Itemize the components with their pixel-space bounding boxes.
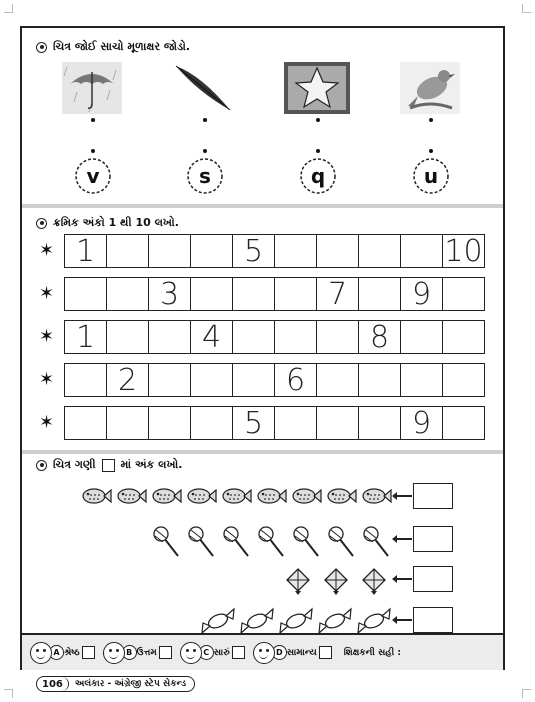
number-cell[interactable] bbox=[317, 407, 359, 440]
number-cell[interactable] bbox=[233, 364, 275, 397]
grading-footer bbox=[22, 633, 503, 670]
kite-count-box[interactable] bbox=[413, 566, 453, 592]
grade-b: B ઉત્તમ bbox=[103, 642, 172, 664]
number-cell[interactable] bbox=[443, 278, 485, 311]
section3-title: ચિત્ર ગણી માં અંક લખો. bbox=[36, 458, 182, 472]
lollipop-icon bbox=[259, 527, 283, 556]
fish-icon bbox=[328, 489, 356, 503]
number-cell[interactable]: 7 bbox=[317, 278, 359, 311]
number-row bbox=[64, 406, 485, 440]
number-row bbox=[64, 234, 485, 268]
number-cell[interactable] bbox=[401, 235, 443, 268]
kite-icon bbox=[325, 569, 347, 595]
smiley-face-icon bbox=[103, 642, 125, 664]
section2-title: ક્રમિક અંકો 1 થી 10 લખો. bbox=[36, 216, 179, 230]
star-picture bbox=[284, 62, 344, 114]
lollipop-icon bbox=[294, 527, 318, 556]
number-cell[interactable] bbox=[275, 235, 317, 268]
number-cell[interactable] bbox=[149, 364, 191, 397]
number-cell[interactable] bbox=[443, 364, 485, 397]
grade-checkbox[interactable] bbox=[232, 646, 245, 659]
number-row bbox=[64, 277, 485, 311]
number-cell[interactable] bbox=[401, 321, 443, 354]
fish-icon bbox=[188, 489, 216, 503]
smiley-face-icon bbox=[253, 642, 275, 664]
candy-icon bbox=[241, 609, 273, 633]
match-dot[interactable] bbox=[429, 118, 433, 122]
book-title: અલંકાર - અંગ્રેજી સ્ટેપ સેકન્ડ bbox=[74, 679, 187, 689]
fish-count-box[interactable] bbox=[413, 483, 453, 509]
grade-checkbox[interactable] bbox=[319, 646, 332, 659]
arrow-icon bbox=[396, 538, 412, 540]
smiley-face-icon bbox=[30, 642, 52, 664]
page-number-bar bbox=[36, 676, 195, 692]
number-cell[interactable] bbox=[359, 364, 401, 397]
match-dot[interactable] bbox=[203, 118, 207, 122]
number-cell[interactable] bbox=[149, 235, 191, 268]
number-cell[interactable]: 10 bbox=[443, 235, 485, 268]
crop-mark bbox=[4, 689, 13, 698]
number-cell[interactable] bbox=[149, 321, 191, 354]
number-cell[interactable] bbox=[359, 235, 401, 268]
number-row bbox=[64, 320, 485, 354]
match-dot[interactable] bbox=[429, 149, 433, 153]
candy-icon bbox=[358, 609, 390, 633]
star-bullet-icon: ✶ bbox=[39, 369, 55, 390]
grade-c: C સારું bbox=[180, 642, 245, 664]
number-cell[interactable] bbox=[443, 407, 485, 440]
fish-icon bbox=[118, 489, 146, 503]
star-bullet-icon: ✶ bbox=[39, 412, 55, 433]
arrow-icon bbox=[396, 619, 412, 621]
number-cell[interactable] bbox=[359, 407, 401, 440]
number-cell[interactable]: 3 bbox=[149, 278, 191, 311]
lollipop-icon bbox=[189, 527, 213, 556]
number-cell[interactable] bbox=[65, 278, 107, 311]
number-cell[interactable]: 9 bbox=[401, 278, 443, 311]
number-cell[interactable]: 8 bbox=[359, 321, 401, 354]
number-cell[interactable]: 1 bbox=[65, 235, 107, 268]
number-row bbox=[64, 363, 485, 397]
number-cell[interactable] bbox=[275, 278, 317, 311]
number-cell[interactable] bbox=[401, 364, 443, 397]
number-cell[interactable] bbox=[149, 407, 191, 440]
arrow-icon bbox=[396, 495, 412, 497]
number-cell[interactable] bbox=[233, 321, 275, 354]
title-box-icon bbox=[102, 459, 115, 472]
letter-badge-q: q bbox=[298, 156, 338, 196]
bullet-icon bbox=[36, 218, 47, 229]
teacher-signature-label: શિક્ષકની સહી : bbox=[343, 647, 401, 658]
fish-icon bbox=[83, 489, 111, 503]
page-number: 106 bbox=[37, 677, 69, 691]
lollipop-icon bbox=[329, 527, 353, 556]
fish-icon bbox=[258, 489, 286, 503]
umbrella-picture bbox=[62, 62, 122, 114]
lollipop-icon bbox=[224, 527, 248, 556]
letter-badge-s: s bbox=[185, 156, 225, 196]
match-dot[interactable] bbox=[91, 118, 95, 122]
arrow-icon bbox=[396, 578, 412, 580]
number-cell[interactable] bbox=[107, 321, 149, 354]
lollipop-count-box[interactable] bbox=[413, 526, 453, 552]
feather-picture bbox=[172, 62, 232, 114]
section-divider bbox=[22, 204, 503, 208]
star-bullet-icon: ✶ bbox=[39, 240, 55, 261]
number-cell[interactable] bbox=[191, 364, 233, 397]
number-cell[interactable] bbox=[65, 364, 107, 397]
candy-count-box[interactable] bbox=[413, 607, 453, 633]
number-cell[interactable]: 1 bbox=[65, 321, 107, 354]
number-cell[interactable] bbox=[233, 278, 275, 311]
lollipop-icon bbox=[364, 527, 388, 556]
worksheet-page bbox=[20, 26, 505, 670]
crop-mark bbox=[522, 4, 531, 13]
number-cell[interactable] bbox=[191, 407, 233, 440]
section-divider bbox=[22, 450, 503, 454]
bird-picture bbox=[400, 62, 460, 114]
number-cell[interactable] bbox=[275, 407, 317, 440]
number-cell[interactable]: 9 bbox=[401, 407, 443, 440]
match-dot[interactable] bbox=[91, 149, 95, 153]
lollipop-icon bbox=[154, 527, 178, 556]
star-bullet-icon: ✶ bbox=[39, 326, 55, 347]
number-cell[interactable] bbox=[443, 321, 485, 354]
number-cell[interactable]: 2 bbox=[107, 364, 149, 397]
number-cell[interactable] bbox=[65, 407, 107, 440]
number-cell[interactable]: 5 bbox=[233, 235, 275, 268]
fish-icon bbox=[153, 489, 181, 503]
number-cell[interactable] bbox=[317, 235, 359, 268]
candy-icon bbox=[280, 609, 312, 633]
grade-checkbox[interactable] bbox=[159, 646, 172, 659]
fish-icon bbox=[223, 489, 251, 503]
star-bullet-icon: ✶ bbox=[39, 283, 55, 304]
number-cell[interactable] bbox=[275, 321, 317, 354]
number-cell[interactable]: 5 bbox=[233, 407, 275, 440]
number-cell[interactable] bbox=[359, 278, 401, 311]
number-cell[interactable] bbox=[107, 278, 149, 311]
number-cell[interactable] bbox=[107, 235, 149, 268]
smiley-face-icon bbox=[180, 642, 202, 664]
match-dot[interactable] bbox=[203, 149, 207, 153]
number-cell[interactable]: 4 bbox=[191, 321, 233, 354]
number-cell[interactable]: 6 bbox=[275, 364, 317, 397]
candy-icon bbox=[202, 609, 234, 633]
match-dot[interactable] bbox=[316, 149, 320, 153]
number-cell[interactable] bbox=[317, 364, 359, 397]
grade-d: D સામાન્ય bbox=[253, 642, 332, 664]
crop-mark bbox=[4, 4, 13, 13]
letter-badge-u: u bbox=[411, 156, 451, 196]
grade-a: A શ્રેષ્ઠ bbox=[30, 642, 95, 664]
number-cell[interactable] bbox=[317, 321, 359, 354]
number-cell[interactable] bbox=[191, 235, 233, 268]
letter-badge-v: v bbox=[73, 156, 113, 196]
crop-mark bbox=[522, 689, 531, 698]
kite-icon bbox=[363, 569, 385, 595]
fish-icon bbox=[293, 489, 321, 503]
fish-icon bbox=[363, 489, 391, 503]
bullet-icon bbox=[36, 42, 47, 53]
candy-icon bbox=[319, 609, 351, 633]
match-dot[interactable] bbox=[316, 118, 320, 122]
number-cell[interactable] bbox=[191, 278, 233, 311]
grade-checkbox[interactable] bbox=[82, 646, 95, 659]
kite-icon bbox=[287, 569, 309, 595]
section1-title: ચિત્ર જોઈ સાચો મૂળાક્ષર જોડો. bbox=[36, 40, 190, 54]
bullet-icon bbox=[36, 460, 47, 471]
number-cell[interactable] bbox=[107, 407, 149, 440]
